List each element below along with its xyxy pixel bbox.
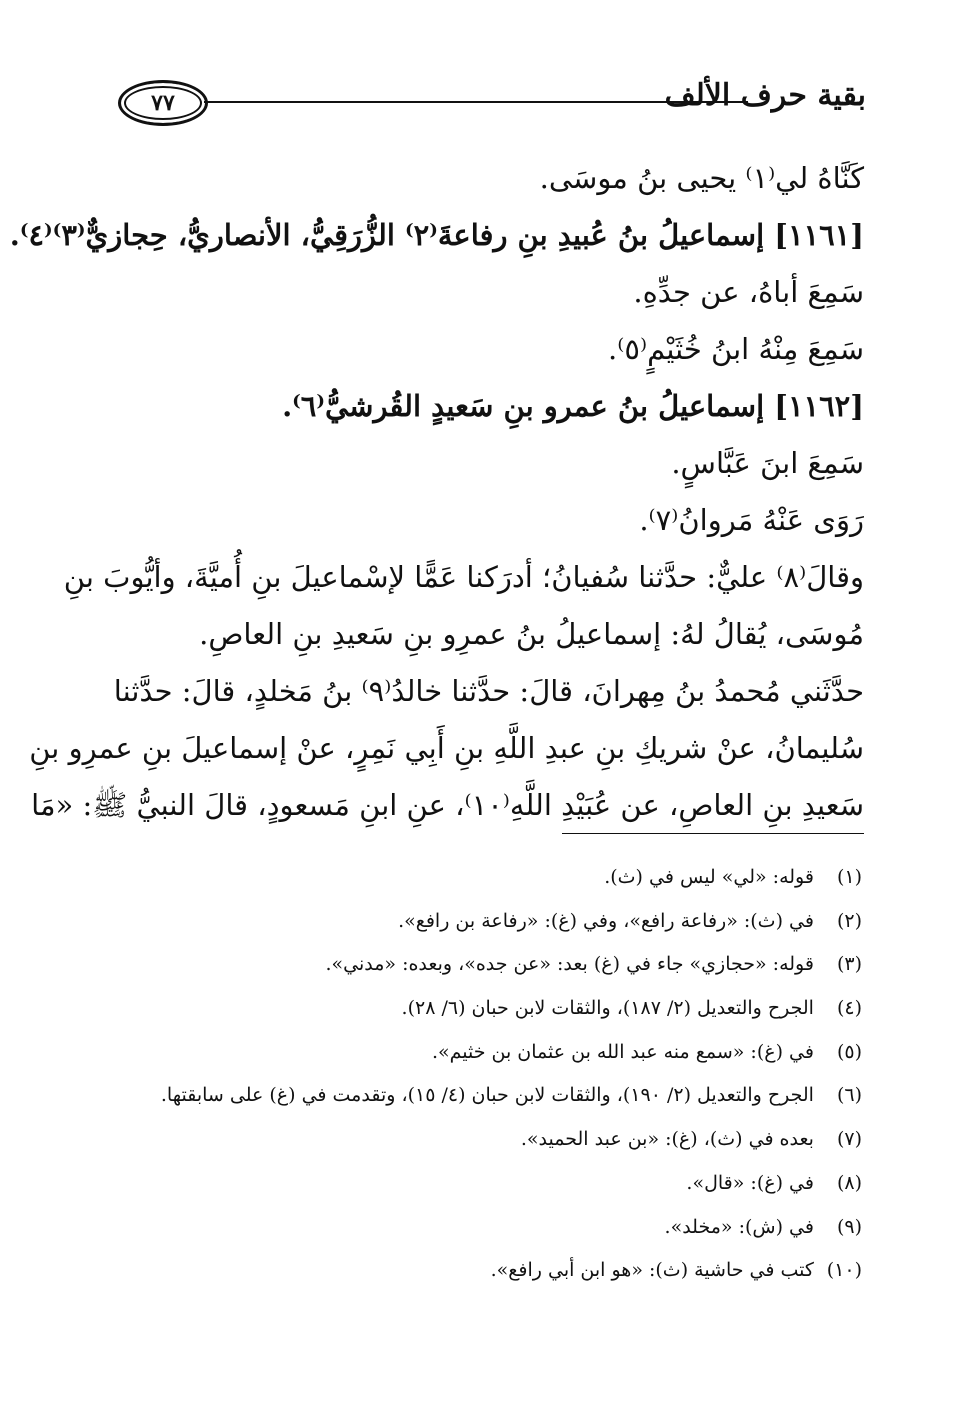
footnote-text: في (غ): «قال».: [686, 1171, 814, 1194]
footnote-number: (٤): [836, 997, 862, 1020]
text-line: حدَّثَني مُحمدُ بنُ مِهرانَ، قالَ: حدَّثنا خالدُ⁽٩⁾ بنُ مَخلدٍ، قالَ: حدَّثنا: [113, 674, 864, 708]
footnote-separator: [562, 833, 864, 834]
footnote: [118, 1206, 862, 1250]
footnote-text: قوله: «حجازي» جاء في (غ) بعد: «عن جده»، وبعده: «مدني».: [325, 953, 814, 976]
page-header: [118, 80, 866, 126]
footnote-number: (٨): [836, 1171, 862, 1194]
footnote: [118, 1162, 862, 1206]
text-line: سَمِعَ مِنْهُ ابنُ خُثَيْمٍ⁽٥⁾.: [608, 332, 864, 366]
text-line: سُليمانُ، عنْ شريكِ بنِ عبدِ اللَّهِ بنِ أَبِي نَمِرٍ، عنْ إسماعيلَ بنِ عمرِو بنِ: [29, 731, 864, 765]
footnote: [118, 1249, 862, 1293]
page-number: ٧٧: [151, 90, 175, 116]
footnote-number: (١): [836, 866, 862, 888]
page-number-badge: [118, 80, 208, 126]
footnote: [118, 856, 862, 900]
footnote: [118, 943, 862, 987]
footnote: [118, 1118, 862, 1162]
footnote-text: في (ث): «رفاعة رافع»، وفي (غ): «رفاعة بن رافع».: [398, 909, 814, 932]
footnotes: [118, 856, 862, 1293]
main-text: [9, 150, 864, 834]
text-line: رَوَى عَنْهُ مَروانُ⁽٧⁾.: [639, 503, 864, 537]
text-line: سَعيدِ بنِ العاصِ، عن عُبَيْدِ اللَّهِ⁽١٠⁾، عنِ ابنِ مَسعودٍ، قالَ النبيُّ ﷺ: «مَا: [31, 788, 864, 822]
footnote: [118, 900, 862, 944]
footnote-text: الجرح والتعديل (٢/ ١٩٠)، والثقات لابن حبان (٤/ ١٥)، وتقدمت في (غ) على سابقتها.: [160, 1084, 814, 1107]
footnote-number: (٥): [836, 1040, 862, 1063]
footnote-number: (٧): [836, 1128, 862, 1151]
footnote-number: (٦): [836, 1084, 862, 1107]
footnote-text: الجرح والتعديل (٢/ ١٨٧)، والثقات لابن حبان (٦/ ٢٨).: [401, 997, 814, 1020]
footnote-number: (٢): [836, 909, 862, 932]
footnote-text: في (غ): «سمع منه عبد الله بن عثمان بن خثيم».: [431, 1040, 814, 1063]
footnote-number: (١٠): [826, 1259, 862, 1282]
text-line: سَمِعَ أباهُ، عن جدِّهِ.: [633, 275, 864, 309]
footnote-number: (٩): [836, 1215, 862, 1238]
running-title: بقية حرف الألف: [664, 78, 866, 113]
entry-heading-1161: [١١٦١] إسماعيلُ بنُ عُبيدِ بنِ رفاعةَ⁽٢⁾ الزُّرَقِيُّ، الأنصاريُّ، حِجازيٌّ⁽٣⁾⁽٤⁾.: [9, 218, 864, 252]
footnote-text: بعده في (ث)، (غ): «بن عبد الحميد».: [520, 1128, 814, 1151]
text-line: مُوسَى، يُقالُ لهُ: إسماعيلُ بنُ عمرِو بنِ سَعيدِ بنِ العاصِ.: [199, 617, 864, 651]
footnote: [118, 1074, 862, 1118]
footnote-text: كتب في حاشية (ث): «هو ابن أبي رافع».: [490, 1259, 814, 1282]
footnote: [118, 1031, 862, 1075]
text-line: كَنَّاهُ لي⁽١⁾ يحيى بنُ موسَى.: [539, 161, 864, 195]
footnote-text: في (ش): «مخلد».: [664, 1215, 814, 1238]
text-line: وقالَ⁽٨⁾ عليٌّ: حدَّثنا سُفيانُ؛ أدرَكنا عَمًّا لإسْماعيلَ بنِ أُميَّةَ، وأيُّوبَ بنِ: [63, 560, 864, 594]
footnote-text: قوله: «لي» ليس في (ث).: [604, 866, 814, 888]
footnote-number: (٣): [836, 953, 862, 976]
entry-heading-1162: [١١٦٢] إسماعيلُ بنُ عمرو بنِ سَعيدٍ القُرشيُّ⁽٦⁾.: [282, 389, 864, 423]
text-line: سَمِعَ ابنَ عَبَّاسٍ.: [671, 446, 864, 480]
footnote: [118, 987, 862, 1031]
